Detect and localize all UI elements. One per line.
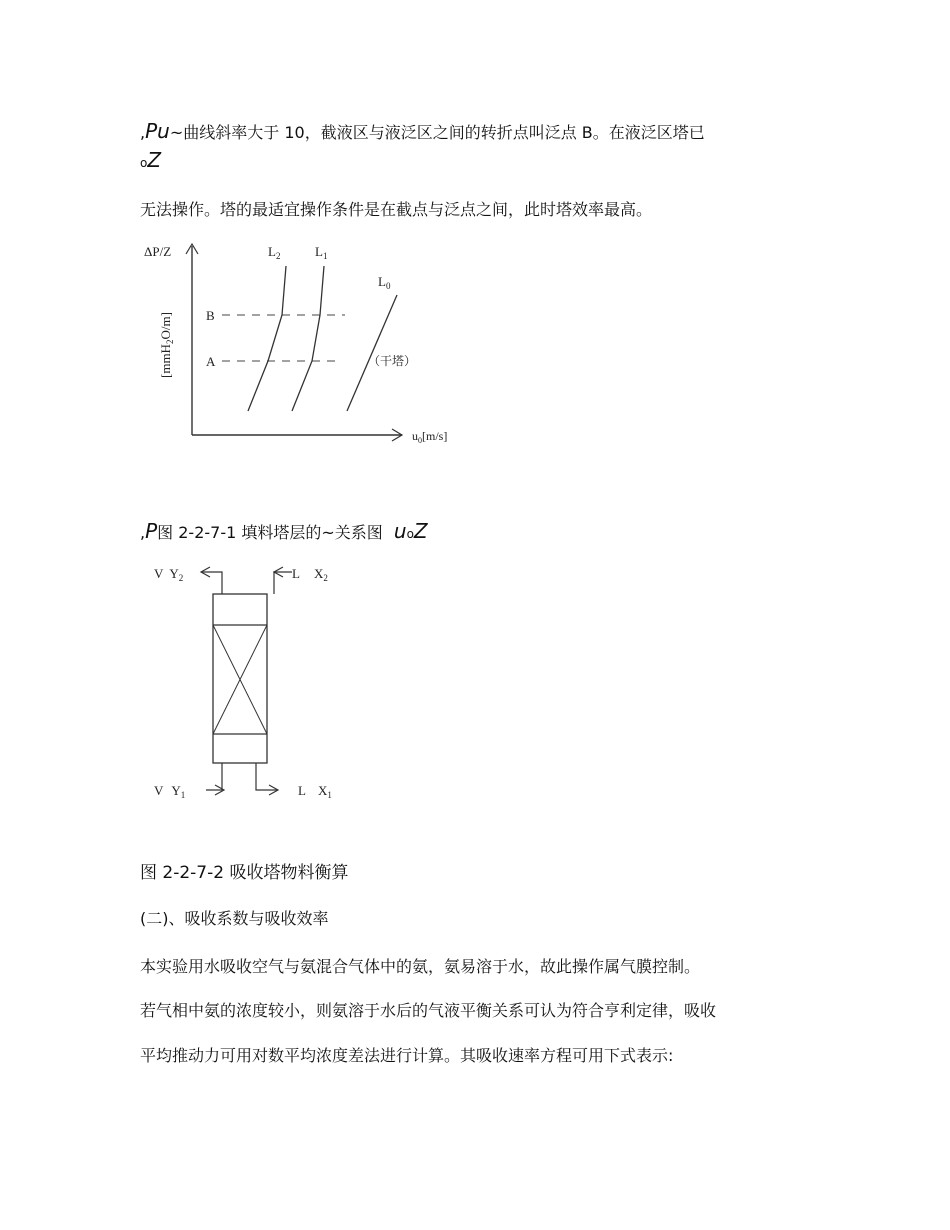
curve-l1 [292,266,324,411]
gas-out-label: V $Y_2$ [154,566,184,583]
caption1-symbol-u: u [393,519,407,543]
y-axis-unit: [mmH$_2$O/m] [158,312,175,378]
figure-pressure-drop-chart [140,238,480,453]
figure-2-caption: 图 2-2-7-2 吸收塔物料衡算 [140,863,349,883]
curve-l0 [347,295,397,411]
point-a-label: A [206,354,216,369]
caption1-text: 图 2-2-7-1 填料塔层的~关系图 [157,523,383,542]
paragraph-3: 本实验用水吸收空气与氨混合气体中的氨，氨易溶于水，故此操作属气膜控制。 [140,957,701,976]
caption1-symbol-z: Z [413,519,428,543]
caption1-symbol-o: o [406,527,414,541]
curve-l2-label: $L_2$ [268,244,281,261]
para1-symbol-pu: Pu [145,119,170,143]
x-axis-label: $u_0[m/s]$ [412,429,448,445]
liquid-out-label: L $X_1$ [298,783,332,800]
paragraph-5: 平均推动力可用对数平均浓度差法进行计算。其吸收速率方程可用下式表示: [140,1046,674,1065]
figure-absorption-column [140,558,360,808]
para1-text: ~曲线斜率大于 10，截液区与液泛区之间的转折点叫泛点 B。在液泛区塔已 [169,123,705,142]
caption1-prefix: , [140,523,146,542]
gas-outlet-pipe [202,572,222,594]
paragraph-1-symbol-line [140,149,161,174]
para1-prefix: , [140,123,146,142]
liquid-in-label: L $X_2$ [292,566,328,583]
dry-tower-label: （干塔） [368,354,417,368]
liquid-outlet-pipe [256,763,277,790]
figure-1-caption [140,520,428,545]
curve-l2 [248,266,286,411]
para1-symbol-z: Z [147,148,162,172]
curve-l1-label: $L_1$ [315,244,328,261]
gas-inlet-pipe [206,763,222,790]
paragraph-4: 若气相中氨的浓度较小，则氨溶于水后的气液平衡关系可认为符合亨利定律，吸收 [140,1001,717,1020]
caption1-symbol-p: P [145,519,158,543]
paragraph-1 [140,120,705,144]
point-b-label: B [206,308,215,323]
liquid-inlet-pipe [274,572,292,594]
y-axis-label: ΔP/Z [144,244,172,259]
gas-in-label: V $Y_1$ [154,783,186,800]
curve-l0-label: $L_0$ [378,274,391,291]
section-heading: (二)、吸收系数与吸收效率 [140,909,329,928]
para1-symbol-o: o [140,156,148,170]
paragraph-2: 无法操作。塔的最适宜操作条件是在截点与泛点之间，此时塔效率最高。 [140,200,653,219]
